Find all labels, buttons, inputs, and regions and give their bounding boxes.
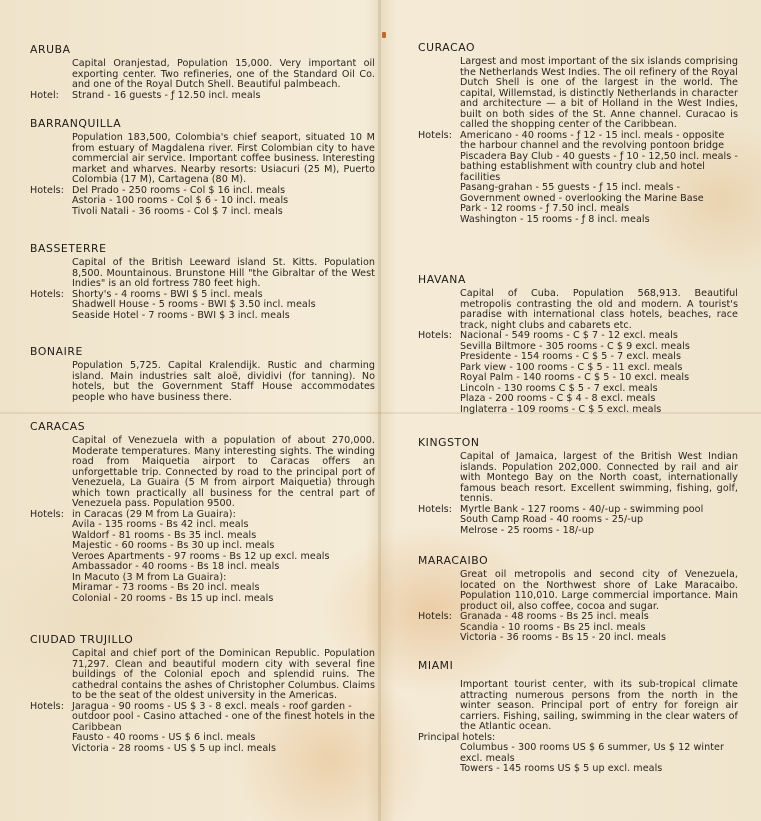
hotels-label: Hotels: xyxy=(418,503,452,515)
hotel-line: Nacional - 549 rooms - C $ 7 - 12 excl. meals xyxy=(460,330,678,341)
hotel-line: Strand - 16 guests - ƒ 12.50 incl. meals xyxy=(72,89,261,101)
city-name: MARACAIBO xyxy=(418,554,489,567)
hotel-list xyxy=(30,186,375,218)
hotels-label: Hotels: xyxy=(30,700,64,712)
hotel-line: Veroes Apartments - 97 rooms - Bs 12 up excl. meals xyxy=(72,550,330,562)
hotel-line: Shorty's - 4 rooms - BWI $ 5 incl. meals xyxy=(72,288,263,300)
hotel-line: Tivoli Natali - 36 rooms - Col $ 7 incl. meals xyxy=(72,205,283,217)
hotel-line: Victoria - 36 rooms - Bs 15 - 20 incl. meals xyxy=(460,632,667,643)
hotel-line: Park - 12 rooms - ƒ 7.50 incl. meals xyxy=(460,203,630,214)
hotel-line: Presidente - 154 rooms - C $ 5 - 7 excl. meals xyxy=(460,351,682,362)
hotels-label: Hotels: xyxy=(30,184,64,196)
hotel-line: Shadwell House - 5 rooms - BWI $ 3.50 incl. meals xyxy=(72,299,316,310)
hotel-line: Victoria - 28 rooms - US $ 5 up incl. meals xyxy=(72,742,277,754)
hotels-label: Hotels: xyxy=(418,611,452,622)
hotel-line: Scandia - 10 rooms - Bs 25 incl. meals xyxy=(460,621,646,633)
city-name: CARACAS xyxy=(30,420,86,433)
city-name: BARRANQUILLA xyxy=(30,117,122,130)
hotels-label: Hotels: xyxy=(30,288,64,300)
entry-kingston xyxy=(418,437,738,536)
city-description: Great oil metropolis and second city of Venezuela, located on the Northwest shore of Lake Maracaibo. Population 110,010. Large commercial importance. Main product oil, also coffee, cocoa and sugar. xyxy=(460,569,738,612)
hotel-line: Astoria - 100 rooms - Col $ 6 - 10 incl. meals xyxy=(72,195,289,206)
entry-basseterre xyxy=(30,243,375,321)
city-description: Capital and chief port of the Dominican Republic. Population 71,297. Clean and beautiful modern city with several fine buildings of the Colonial epoch and splendid ruins. The cathedral contains the ashes of Christopher Columbus. Claims to be the seat of the oldest university in the Americas. xyxy=(72,648,375,701)
city-name: BASSETERRE xyxy=(30,242,107,255)
hotel-list xyxy=(418,612,738,644)
hotel-line: Waldorf - 81 rooms - Bs 35 incl. meals xyxy=(72,529,257,541)
hotels-label: Hotels: xyxy=(418,129,452,141)
hotel-list xyxy=(30,702,375,755)
hotel-line: Miramar - 73 rooms - Bs 20 incl. meals xyxy=(72,582,260,593)
city-name: KINGSTON xyxy=(418,436,480,449)
hotel-line: Del Prado - 250 rooms - Col $ 16 incl. meals xyxy=(72,184,286,196)
hotel-list xyxy=(30,290,375,322)
hotel-list xyxy=(30,510,375,605)
hotel-line: Colonial - 20 rooms - Bs 15 up incl. meals xyxy=(72,592,274,604)
entry-maracaibo xyxy=(418,555,738,644)
hotel-line: Granada - 48 rooms - Bs 25 incl. meals xyxy=(460,611,649,622)
city-name: CURACAO xyxy=(418,41,476,54)
city-description: Capital of the British Leeward island St. Kitts. Population 8,500. Mountainous. Brunstone Hill "the Gibraltar of the West Indies" is an old fortress 780 feet high. xyxy=(72,257,375,289)
pin-mark xyxy=(382,32,386,38)
city-name: MIAMI xyxy=(418,659,454,672)
hotel-line: Columbus - 300 rooms US $ 6 summer, Us $ 12 winter excl. meals xyxy=(460,742,724,764)
hotel-line: Inglaterra - 109 rooms - C $ 5 excl. meals xyxy=(460,403,662,415)
hotel-line: Piscadera Bay Club - 40 guests - ƒ 10 - 12,50 incl. meals - bathing establishment with country club and hotel facilities xyxy=(460,150,738,183)
hotel-list xyxy=(418,131,738,226)
hotel-line: in Caracas (29 M from La Guaira): xyxy=(72,508,236,520)
city-name: CIUDAD TRUJILLO xyxy=(30,633,134,646)
hotels-label: Principal hotels: xyxy=(418,731,496,743)
entry-bonaire xyxy=(30,346,375,403)
city-description: Population 183,500, Colombia's chief seaport, situated 10 M from estuary of Magdalena river. First Colombian city to have commercial air service. Important coffee business. Interesting market and wharves. Nearby resorts: Usiacuri (25 M), Puerto Colombia (17 M), Cartagena (80 M). xyxy=(72,132,375,185)
hotel-list xyxy=(418,733,738,775)
hotel-line: Avila - 135 rooms - Bs 42 incl. meals xyxy=(72,519,249,530)
entry-curacao xyxy=(418,42,738,225)
hotel-line: Towers - 145 rooms US $ 5 up excl. meals xyxy=(460,763,663,774)
entry-barranquilla xyxy=(30,118,375,217)
city-description: Population 5,725. Capital Kralendijk. Rustic and charming island. Main industries salt aloë, dividivi (for tanning). No hotels, but the Government Staff House accommodates people who have business there. xyxy=(72,360,375,403)
entry-ciudad-trujillo xyxy=(30,634,375,754)
hotel-line: Sevilla Biltmore - 305 rooms - C $ 9 excl. meals xyxy=(460,340,690,352)
hotel-list xyxy=(418,331,738,415)
hotel-line: In Macuto (3 M from La Guaira): xyxy=(72,571,227,583)
city-name: BONAIRE xyxy=(30,345,83,358)
hotels-label: Hotels: xyxy=(30,508,64,520)
hotel-line: Park view - 100 rooms - C $ 5 - 11 excl. meals xyxy=(460,361,683,373)
city-description: Capital of Cuba. Population 568,913. Beautiful metropolis contrasting the old and modern. A tourist's paradise with international class hotels, beaches, race track, night clubs and cabarets etc. xyxy=(460,288,738,331)
hotel-line: Americano - 40 rooms - ƒ 12 - 15 incl. meals - opposite the harbour channel and the revolving pontoon bridge xyxy=(460,129,725,151)
city-description: Capital of Jamaica, largest of the British West Indian islands. Population 202,000. Connected by rail and air with Montego Bay on the North coast, internationally famous beach resort. Excellent swimming, fishing, golf, tennis. xyxy=(460,451,738,504)
entry-aruba xyxy=(30,44,375,101)
hotel-line: Myrtle Bank - 127 rooms - 40/-up - swimming pool xyxy=(460,503,704,515)
hotel-line: Majestic - 60 rooms - Bs 30 up incl. meals xyxy=(72,540,275,551)
hotels-label: Hotels: xyxy=(418,330,452,341)
city-name: ARUBA xyxy=(30,43,71,56)
hotels-label: Hotel: xyxy=(30,89,59,101)
hotel-list xyxy=(30,91,375,102)
city-description: Capital Oranjestad, Population 15,000. Very important oil exporting center. Two refineries, one of the Standard Oil Co. and one of the Royal Dutch Shell. Beautiful palmbeach. xyxy=(72,58,375,90)
hotel-line: Plaza - 200 rooms - C $ 4 - 8 excl. meals xyxy=(460,393,656,404)
city-description: Capital of Venezuela with a population of about 270,000. Moderate temperatures. Many interesting sights. The winding road from Maiquetia airport to Caracas offers an unforgettable trip. Connected by road to the principal port of Venezuela, La Guaira (5 M from airport Maiquetia) through which town practically all business for the central part of Venezuela pass. Population 9500. xyxy=(72,435,375,509)
hotel-line: Melrose - 25 rooms - 18/-up xyxy=(460,524,594,536)
hotel-line: Fausto - 40 rooms - US $ 6 incl. meals xyxy=(72,732,256,743)
hotel-line: Seaside Hotel - 7 rooms - BWI $ 3 incl. meals xyxy=(72,309,290,321)
city-description: Largest and most important of the six islands comprising the Netherlands West Indies. The oil refinery of the Royal Dutch Shell is one of the largest in the world. The capital, Willemstad, is distinctly Netherlands in character and architecture — a bit of Holland in the West Indies, built on both sides of the St. Anne channel. Curacao is called the shopping center of the Caribbean. xyxy=(460,56,738,130)
city-description: Important tourist center, with its sub-tropical climate attracting numerous persons from the north in the winter season. Principal port of entry for foreign air carriers. Fishing, sailing, swimming in the clear waters of the Atlantic ocean. xyxy=(460,679,738,732)
hotel-line: Lincoln - 130 rooms C $ 5 - 7 excl. meals xyxy=(460,382,658,394)
vertical-fold-line xyxy=(378,0,381,821)
hotel-line: Pasang-grahan - 55 guests - ƒ 15 incl. meals - Government owned - overlooking the Marine Base xyxy=(460,182,704,204)
hotel-line: Washington - 15 rooms - ƒ 8 incl. meals xyxy=(460,213,650,225)
entry-caracas xyxy=(30,421,375,604)
hotel-line: South Camp Road - 40 rooms - 25/-up xyxy=(460,514,644,525)
hotel-line: Ambassador - 40 rooms - Bs 18 incl. meals xyxy=(72,561,280,572)
hotel-line: Jaragua - 90 rooms - US $ 3 - 8 excl. meals - roof garden - outdoor pool - Casino attached - one of the finest hotels in the Caribbean xyxy=(72,700,375,733)
entry-miami xyxy=(418,660,738,775)
hotel-line: Royal Palm - 140 rooms - C $ 5 - 10 excl. meals xyxy=(460,372,690,383)
entry-havana xyxy=(418,274,738,415)
hotel-list xyxy=(418,505,738,537)
city-name: HAVANA xyxy=(418,273,466,286)
